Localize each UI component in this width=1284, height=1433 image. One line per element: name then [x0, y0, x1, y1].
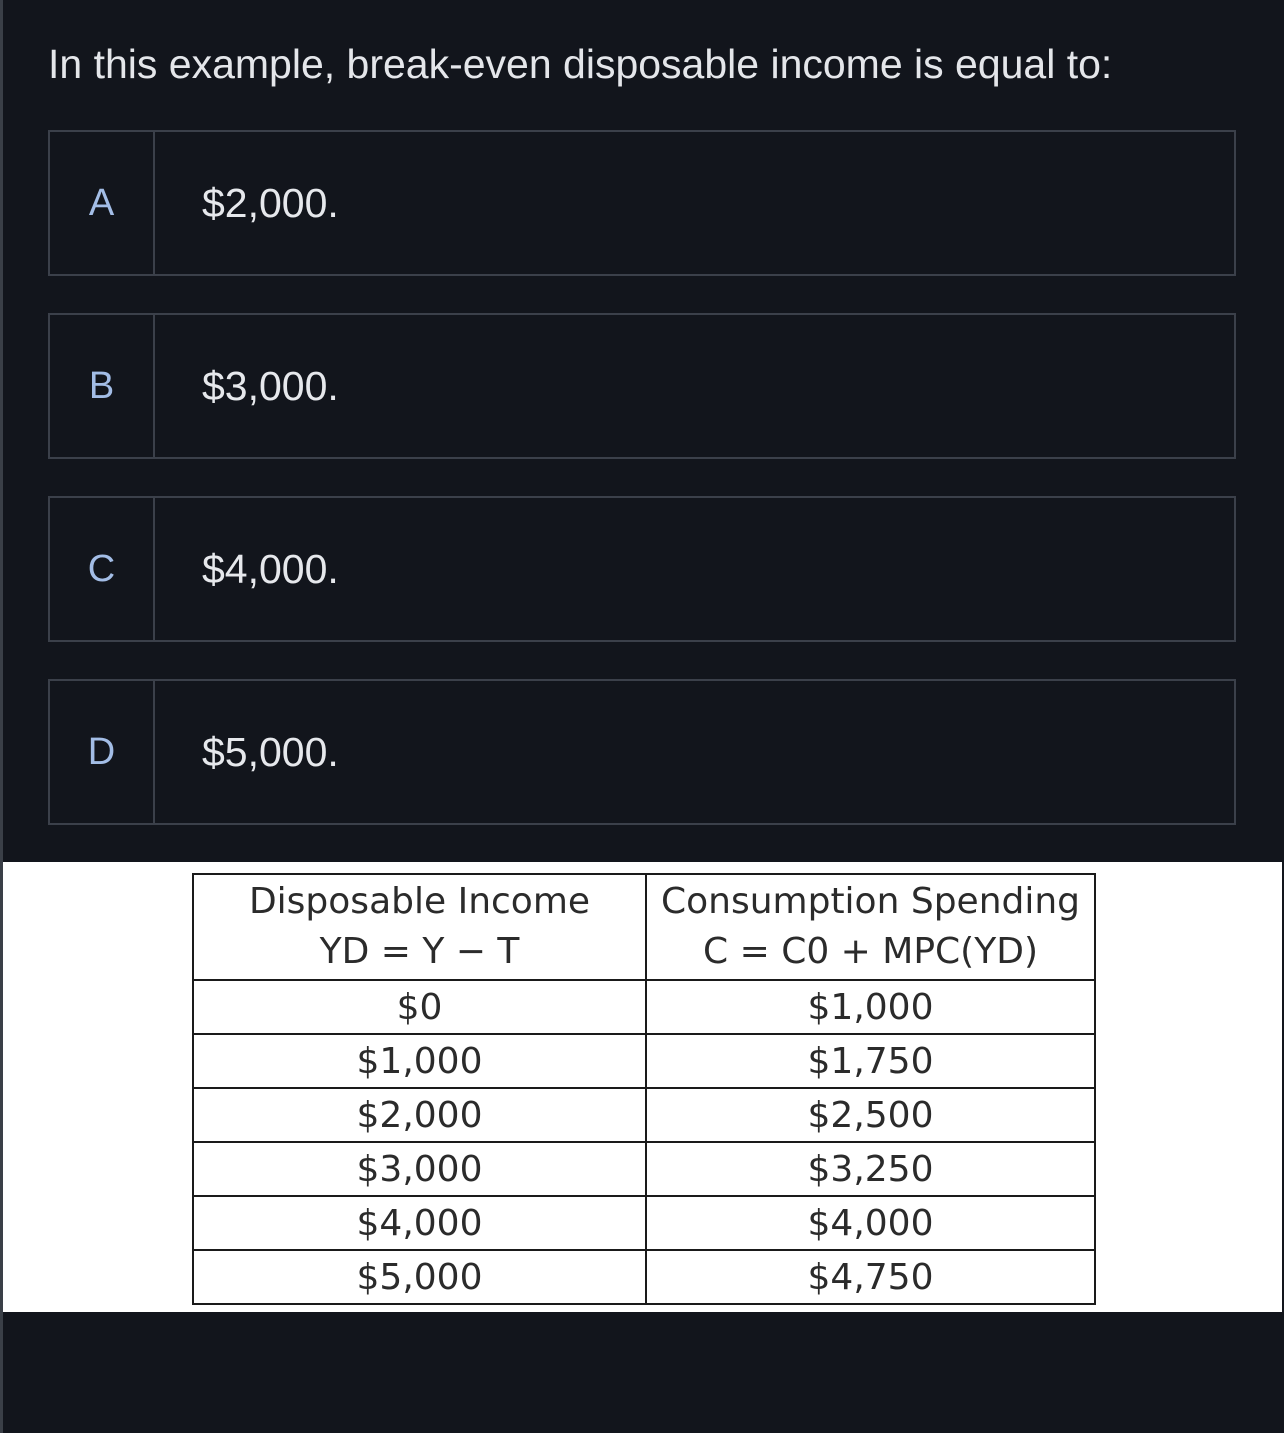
- cell-consumption: $1,000: [646, 980, 1095, 1034]
- header-formula: YD = Y − T: [319, 931, 520, 972]
- option-letter: B: [50, 315, 155, 457]
- cell-consumption: $2,500: [646, 1088, 1095, 1142]
- table-row: [193, 1142, 1095, 1196]
- header-title: Disposable Income: [248, 881, 591, 922]
- table-header-row: [193, 874, 1095, 980]
- cell-consumption: $4,750: [646, 1250, 1095, 1304]
- option-a[interactable]: [48, 130, 1236, 276]
- table-row: [193, 1034, 1095, 1088]
- cell-disposable-income: $4,000: [193, 1196, 646, 1250]
- cell-consumption: $3,250: [646, 1142, 1095, 1196]
- table-row: [193, 1250, 1095, 1304]
- option-letter: D: [50, 681, 155, 823]
- table-row: [193, 1196, 1095, 1250]
- option-c[interactable]: [48, 496, 1236, 642]
- cell-disposable-income: $5,000: [193, 1250, 646, 1304]
- option-letter: A: [50, 132, 155, 274]
- option-text: $2,000.: [202, 179, 339, 226]
- cell-disposable-income: $1,000: [193, 1034, 646, 1088]
- cell-disposable-income: $3,000: [193, 1142, 646, 1196]
- header-formula: C = C0 + MPC(YD): [703, 931, 1038, 972]
- option-d[interactable]: [48, 679, 1236, 825]
- table-row: [193, 980, 1095, 1034]
- header-consumption-spending: [646, 874, 1095, 980]
- cell-consumption: $1,750: [646, 1034, 1095, 1088]
- option-text: $5,000.: [202, 728, 339, 775]
- table-row: [193, 1088, 1095, 1142]
- header-title: Consumption Spending: [660, 881, 1081, 922]
- cell-consumption: $4,000: [646, 1196, 1095, 1250]
- table-image: [3, 862, 1282, 1312]
- option-text: $3,000.: [202, 362, 339, 409]
- cell-disposable-income: $0: [193, 980, 646, 1034]
- header-disposable-income: [193, 874, 646, 980]
- income-consumption-table: [192, 873, 1096, 1305]
- question-text: In this example, break-even disposable income is equal to:: [48, 41, 1113, 87]
- cell-disposable-income: $2,000: [193, 1088, 646, 1142]
- option-letter: C: [50, 498, 155, 640]
- option-text: $4,000.: [202, 545, 339, 592]
- option-b[interactable]: [48, 313, 1236, 459]
